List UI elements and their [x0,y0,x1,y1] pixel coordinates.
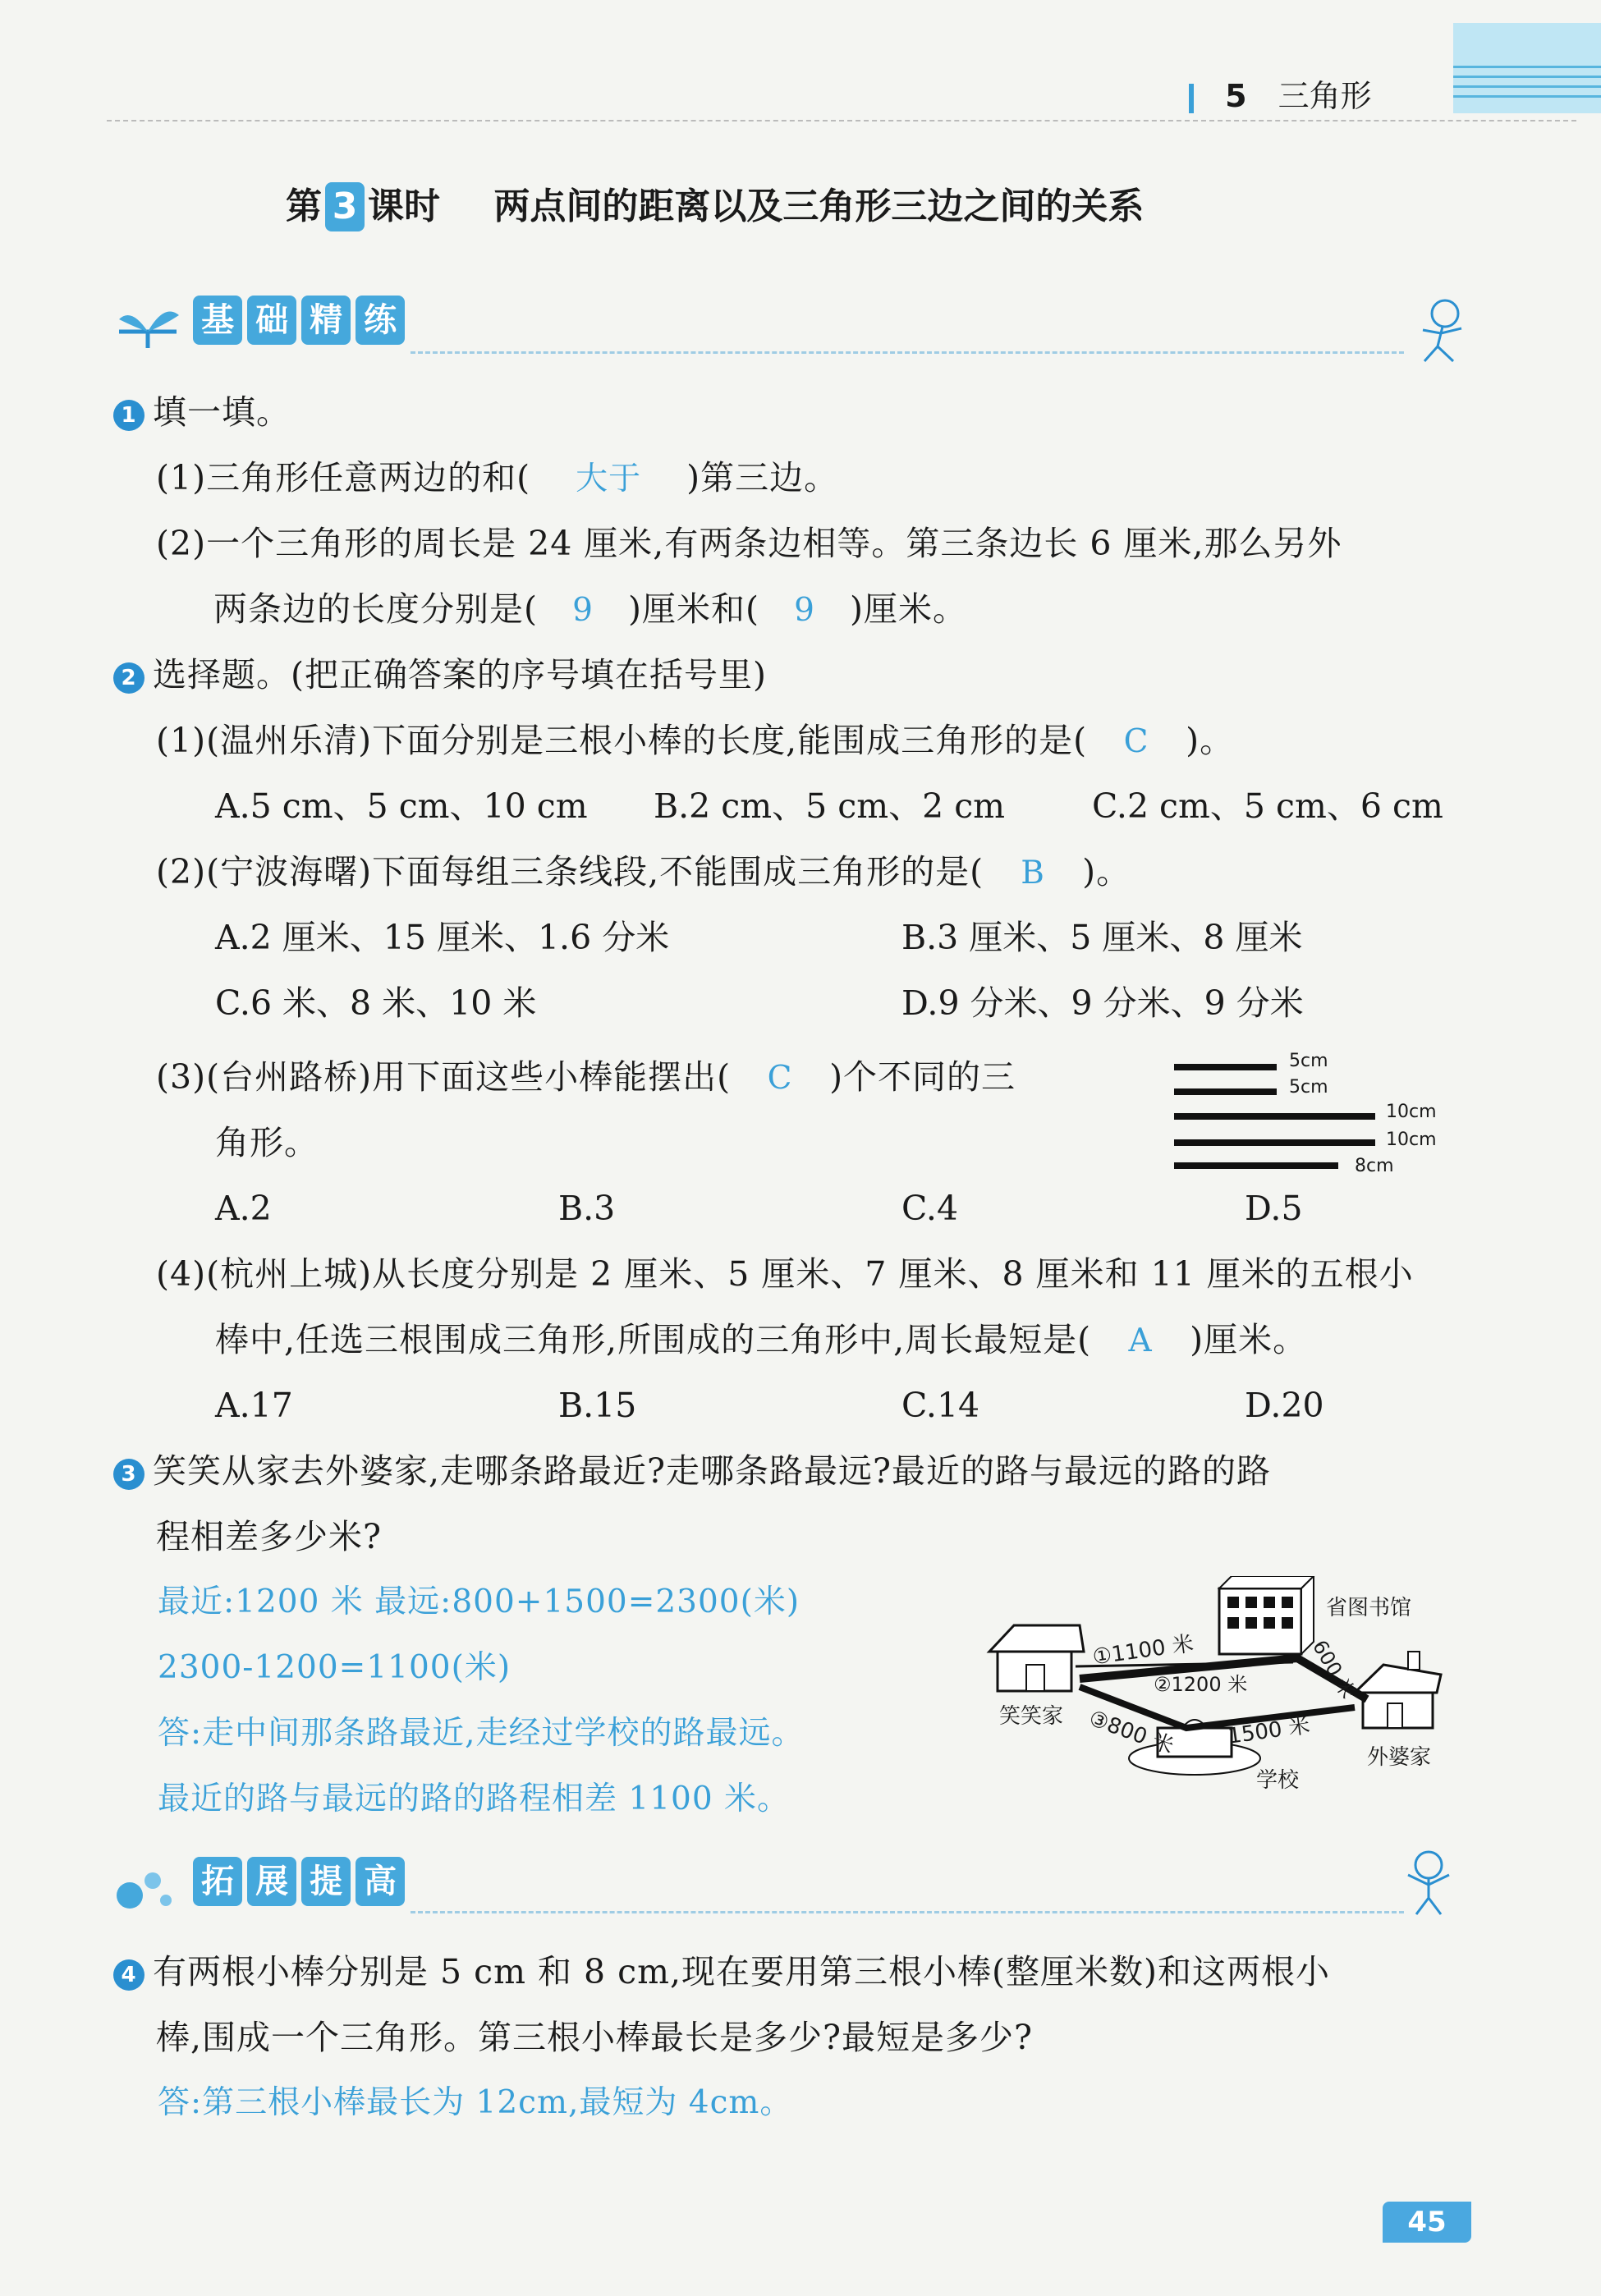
section-extend-title [115,1857,410,1916]
map-route3a-label: ③800 米 [1085,1706,1177,1760]
q2-number: 2 [113,662,145,694]
q2-s3-answer: C [767,1060,793,1097]
stick-1 [1174,1064,1277,1070]
grandma-house-icon [1355,1652,1441,1728]
q1-p2-middle: )厘米和( [628,589,759,629]
header-decoration [1453,23,1601,113]
q1-p2-after: )厘米。 [850,589,967,629]
map-seg600-label: 600 米 [1308,1636,1360,1703]
q2-s1 [156,716,1234,767]
stick-2-label: 5cm [1289,1077,1328,1098]
q3-number: 3 [113,1459,145,1490]
q1-p2-before: 两条边的长度分别是( [213,589,538,629]
q3-stem-text: 笑笑从家去外婆家,走哪条路最近?走哪条路最远?最近的路与最远的路的路 [153,1451,1271,1491]
map-grandma-label: 外婆家 [1367,1745,1432,1770]
q2-s4-option-b: B.15 [558,1386,637,1425]
home-house-icon [989,1625,1084,1691]
q4-answer: 答:第三根小棒最长为 12cm,最短为 4cm。 [158,2084,793,2121]
q2-s1-answer: C [1123,723,1149,760]
q2-s2-option-c: C.6 米、8 米、10 米 [215,983,537,1023]
q1-part1 [156,453,838,504]
bubbles-icon [115,1864,181,1913]
jumping-figure-icon [1396,1847,1461,1921]
map-route3b-label: 1500 米 [1226,1713,1312,1749]
section-extend-char-2: 展 [247,1857,296,1906]
q3-answer-4: 最近的路与最远的路的路程相差 1100 米。 [158,1780,791,1817]
section-basic-char-2: 础 [247,296,296,345]
q2-s4-option-d: D.20 [1245,1386,1324,1425]
section-basic-rule [411,351,1404,354]
q2-s4-after: )厘米。 [1190,1320,1308,1359]
q1-p1-before: (1)三角形任意两边的和( [156,458,531,497]
running-figure-icon [1408,296,1474,369]
q2-s1-option-b: B.2 cm、5 cm、2 cm [654,786,1006,826]
q1-p1-answer: 大于 [576,461,642,497]
q4-line2: 棒,围成一个三角形。第三根小棒最长是多少?最短是多少? [156,2018,1033,2057]
stick-3 [1174,1113,1375,1120]
library-building-icon [1219,1576,1314,1654]
q2-s2-option-d: D.9 分米、9 分米、9 分米 [901,983,1304,1023]
q2-s2-option-b: B.3 厘米、5 厘米、8 厘米 [901,918,1303,957]
q1-p1-after: )第三边。 [686,458,839,497]
q2-s2-option-a: A.2 厘米、15 厘米、1.6 分米 [215,918,670,957]
q2-s3 [156,1052,1016,1103]
map-school-label: 学校 [1256,1768,1300,1793]
lesson-suffix: 课时 [368,186,440,227]
q3-answer-1: 最近:1200 米 最远:800+1500=2300(米) [158,1583,800,1620]
q3-answer-3: 答:走中间那条路最近,走经过学校的路最远。 [158,1715,805,1752]
q2-s2-before: (2)(宁波海曙)下面每组三条线段,不能围成三角形的是( [156,852,984,891]
q2-s3-option-d: D.5 [1245,1189,1303,1228]
q2-s1-option-a: A.5 cm、5 cm、10 cm [215,786,588,826]
q4-stem-text: 有两根小棒分别是 5 cm 和 8 cm,现在要用第三根小棒(整厘米数)和这两根小 [153,1952,1331,1991]
header-chapter [1189,76,1372,117]
map-library-label: 省图书馆 [1326,1596,1412,1620]
q2-s4-line2 [215,1315,1307,1366]
section-extend-rule [411,1911,1404,1913]
section-extend-char-3: 提 [301,1857,351,1906]
stick-5-label: 8cm [1355,1156,1394,1176]
map-route1-label: ①1100 米 [1090,1631,1195,1670]
q2-s2 [156,847,1131,898]
stick-4 [1174,1139,1375,1146]
stick-2 [1174,1088,1277,1095]
q2-s4-before: 棒中,任选三根围成三角形,所围成的三角形中,周长最短是( [215,1320,1092,1359]
map-home-label: 笑笑家 [999,1704,1064,1729]
stick-1-label: 5cm [1289,1051,1328,1071]
q3-answer-2: 2300-1200=1100(米) [158,1649,511,1686]
q2-s4-option-a: A.17 [215,1386,293,1425]
q2-s2-after: )。 [1082,852,1131,891]
chapter-title: 三角形 [1278,78,1372,114]
header-bar [1189,84,1194,113]
q1-part2-line2 [213,584,967,635]
sprout-icon [115,303,181,352]
q3-line1 [113,1446,1271,1496]
q2-s3-option-c: C.4 [901,1189,959,1228]
q2-s4-line1: (4)(杭州上城)从长度分别是 2 厘米、5 厘米、7 厘米、8 厘米和 11 厘米的五根小 [156,1254,1414,1294]
q2-s1-after: )。 [1186,721,1235,760]
section-extend-char-1: 拓 [193,1857,242,1906]
section-basic-char-1: 基 [193,296,242,345]
q2-stem-text: 选择题。(把正确答案的序号填在括号里) [153,655,767,694]
q4-number: 4 [113,1959,145,1991]
section-basic-char-3: 精 [301,296,351,345]
q2-stem [113,650,767,699]
lesson-heading: 两点间的距离以及三角形三边之间的关系 [493,186,1145,227]
stick-5 [1174,1162,1338,1169]
q2-s1-option-c: C.2 cm、5 cm、6 cm [1092,786,1443,826]
q1-number: 1 [113,400,145,431]
lesson-title [286,182,1144,231]
q2-s1-before: (1)(温州乐清)下面分别是三根小棒的长度,能围成三角形的是( [156,721,1088,760]
q4-line1 [113,1947,1330,1996]
chapter-number: 5 [1225,78,1247,114]
q1-p2-answer-2: 9 [794,592,815,629]
q1-stem-text: 填一填。 [153,392,291,432]
q2-s4-option-c: C.14 [901,1386,980,1425]
q2-s3-option-b: B.3 [558,1189,616,1228]
page-number: 45 [1383,2202,1471,2243]
stick-4-label: 10cm [1386,1130,1437,1150]
q3-line2: 程相差多少米? [156,1517,382,1556]
q2-s3-line2: 角形。 [215,1123,319,1162]
q2-s3-option-a: A.2 [215,1189,272,1228]
stick-3-label: 10cm [1386,1102,1437,1122]
section-basic-title [115,296,410,355]
header-rule [107,120,1576,121]
q1-p2-answer-1: 9 [572,592,594,629]
section-extend-char-4: 高 [356,1857,405,1906]
lesson-prefix: 第 [286,186,322,227]
q2-s2-answer: B [1021,855,1045,891]
route-map [981,1576,1474,1847]
q2-s3-before: (3)(台州路桥)用下面这些小棒能摆出( [156,1057,732,1097]
map-route2-label: ②1200 米 [1154,1673,1248,1696]
q1-part2-line1: (2)一个三角形的周长是 24 厘米,有两条边相等。第三条边长 6 厘米,那么另外 [156,524,1342,563]
q2-s4-answer: A [1128,1322,1153,1359]
section-basic-char-4: 练 [356,296,405,345]
q1-stem [113,387,291,437]
q2-s3-after: )个不同的三 [829,1057,1016,1097]
lesson-number: 3 [325,182,365,231]
sticks-figure [1174,1047,1445,1179]
